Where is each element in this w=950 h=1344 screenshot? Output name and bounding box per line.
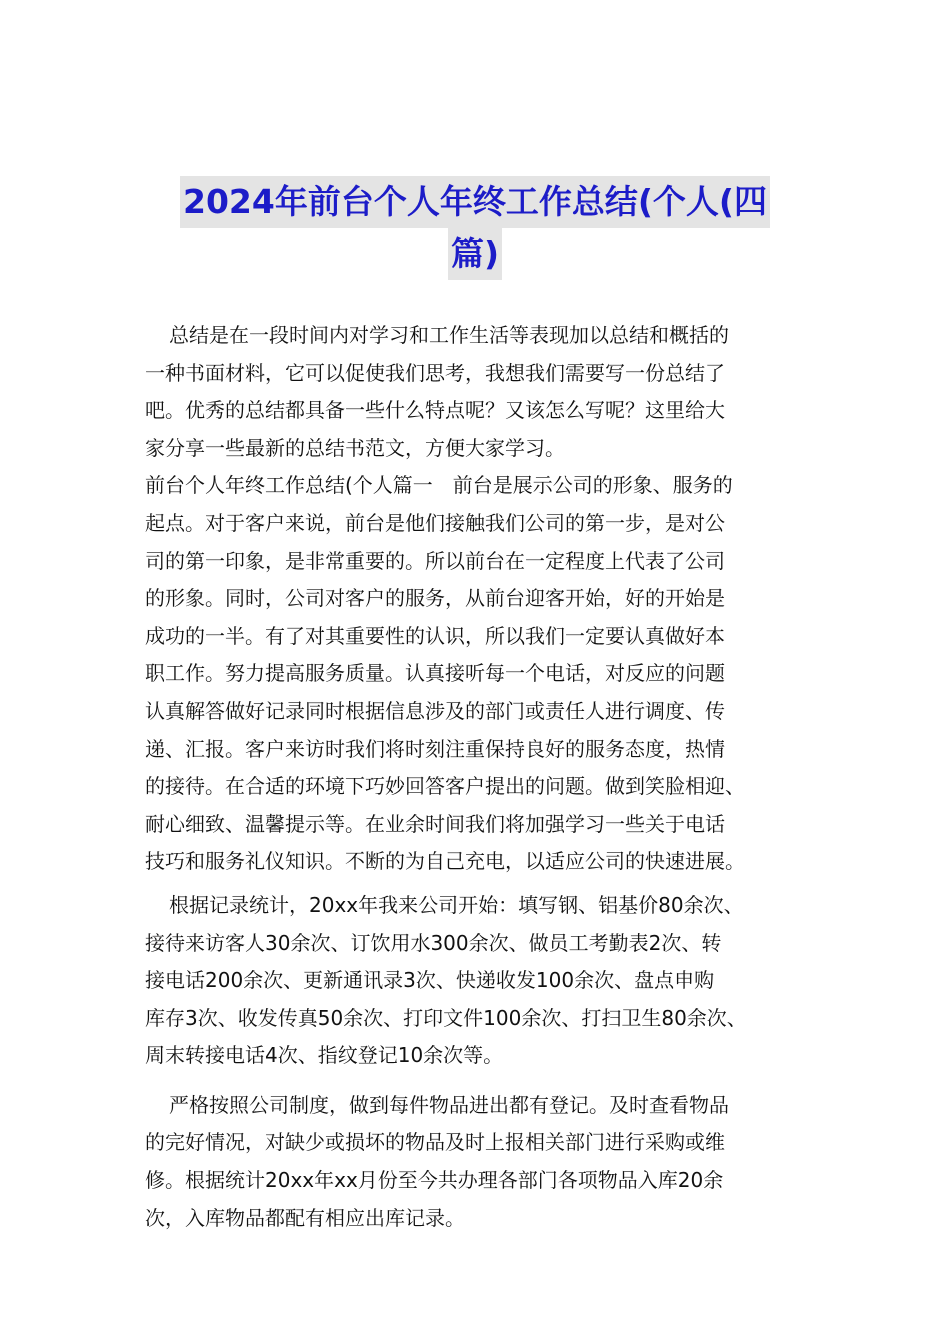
document-body (145, 317, 813, 1237)
text-line: 总结是在一段时间内对学习和工作生活等表现加以总结和概括的 (169, 323, 729, 347)
paragraph-inventory (145, 1087, 813, 1237)
text-line: 的接待。在合适的环境下巧妙回答客户提出的问题。做到笑脸相迎、 (145, 774, 745, 799)
text-line: 耐心细致、温馨提示等。在业余时间我们将加强学习一些关于电话 (145, 811, 725, 836)
text-line: 吧。优秀的总结都具备一些什么特点呢？又该怎么写呢？这里给大 (145, 398, 725, 423)
text-line: 前台个人年终工作总结(个人篇一 前台是展示公司的形象、服务的 (145, 473, 733, 498)
text-line: 修。根据统计20xx年xx月份至今共办理各部门各项物品入库20余 (145, 1168, 724, 1193)
paragraph-section-one (145, 467, 813, 881)
text-line: 家分享一些最新的总结书范文，方便大家学习。 (145, 435, 565, 460)
paragraph-intro (145, 317, 813, 467)
text-line: 接待来访客人30余次、订饮用水300余次、做员工考勤表2次、转 (145, 930, 722, 955)
text-line: 的形象。同时，公司对客户的服务，从前台迎客开始，好的开始是 (145, 586, 725, 611)
paragraph-statistics (145, 887, 813, 1075)
text-line: 周末转接电话4次、指纹登记10余次等。 (145, 1043, 504, 1068)
text-line: 一种书面材料，它可以促使我们思考，我想我们需要写一份总结了 (145, 360, 725, 385)
text-line: 次，入库物品都配有相应出库记录。 (145, 1205, 465, 1230)
text-line: 认真解答做好记录同时根据信息涉及的部门或责任人进行调度、传 (145, 698, 725, 723)
text-line: 的完好情况，对缺少或损坏的物品及时上报相关部门进行采购或维 (145, 1130, 725, 1155)
text-line: 成功的一半。有了对其重要性的认识，所以我们一定要认真做好本 (145, 623, 725, 648)
text-line: 递、汇报。客户来访时我们将时刻注重保持良好的服务态度，热情 (145, 736, 725, 761)
text-line: 库存3次、收发传真50余次、打印文件100余次、打扫卫生80余次、 (145, 1005, 747, 1030)
title-line-1: 2024年前台个人年终工作总结(个人(四 (180, 176, 770, 228)
text-line: 接电话200余次、更新通讯录3次、快递收发100余次、盘点申购 (145, 968, 715, 993)
text-line: 起点。对于客户来说，前台是他们接触我们公司的第一步，是对公 (145, 510, 725, 535)
text-line: 根据记录统计，20xx年我来公司开始：填写钢、铝基价80余次、 (169, 892, 744, 917)
text-line: 技巧和服务礼仪知识。不断的为自己充电，以适应公司的快速进展。 (145, 849, 745, 874)
text-line: 职工作。努力提高服务质量。认真接听每一个电话，对反应的问题 (145, 661, 725, 686)
text-line: 严格按照公司制度，做到每件物品进出都有登记。及时查看物品 (169, 1092, 729, 1117)
text-line: 司的第一印象，是非常重要的。所以前台在一定程度上代表了公司 (145, 548, 725, 573)
document-title (130, 176, 820, 280)
title-line-2: 篇) (448, 228, 502, 280)
